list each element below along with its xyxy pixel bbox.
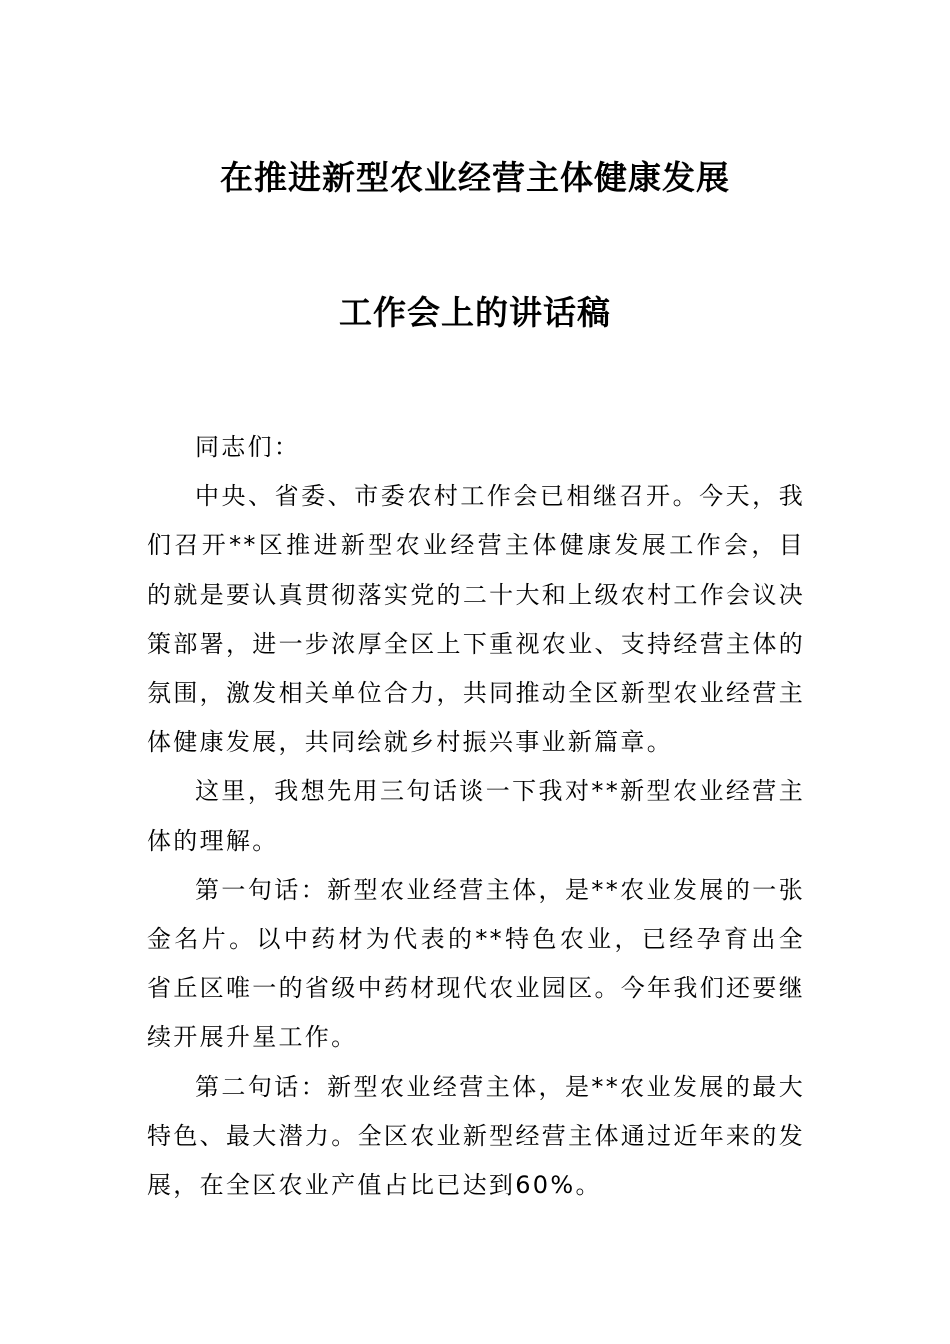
paragraph-3: 第一句话：新型农业经营主体，是**农业发展的一张金名片。以中药材为代表的**特色农业，已经孕育出全省丘区唯一的省级中药材现代农业园区。今年我们还要继续开展升星工作。 xyxy=(147,875,805,1052)
paragraph-1: 中央、省委、市委农村工作会已相继召开。今天，我们召开**区推进新型农业经营主体健康发展工作会，目的就是要认真贯彻落实党的二十大和上级农村工作会议决策部署，进一步浓厚全区上下重视农业、支持经营主体的氛围，激发相关单位合力，共同推动全区新型农业经营主体健康发展，共同绘就乡村振兴事业新篇章。 xyxy=(147,482,805,757)
document-title-line-2: 工作会上的讲话稿 xyxy=(339,293,611,332)
paragraph-4: 第二句话：新型农业经营主体，是**农业发展的最大特色、最大潜力。全区农业新型经营主体通过近年来的发展，在全区农业产值占比已达到60%。 xyxy=(147,1072,805,1200)
paragraph-2: 这里，我想先用三句话谈一下我对**新型农业经营主体的理解。 xyxy=(147,777,805,855)
document-title-line-1: 在推进新型农业经营主体健康发展 xyxy=(220,158,730,197)
document-body xyxy=(147,423,805,1210)
salutation: 同志们： xyxy=(195,433,301,461)
